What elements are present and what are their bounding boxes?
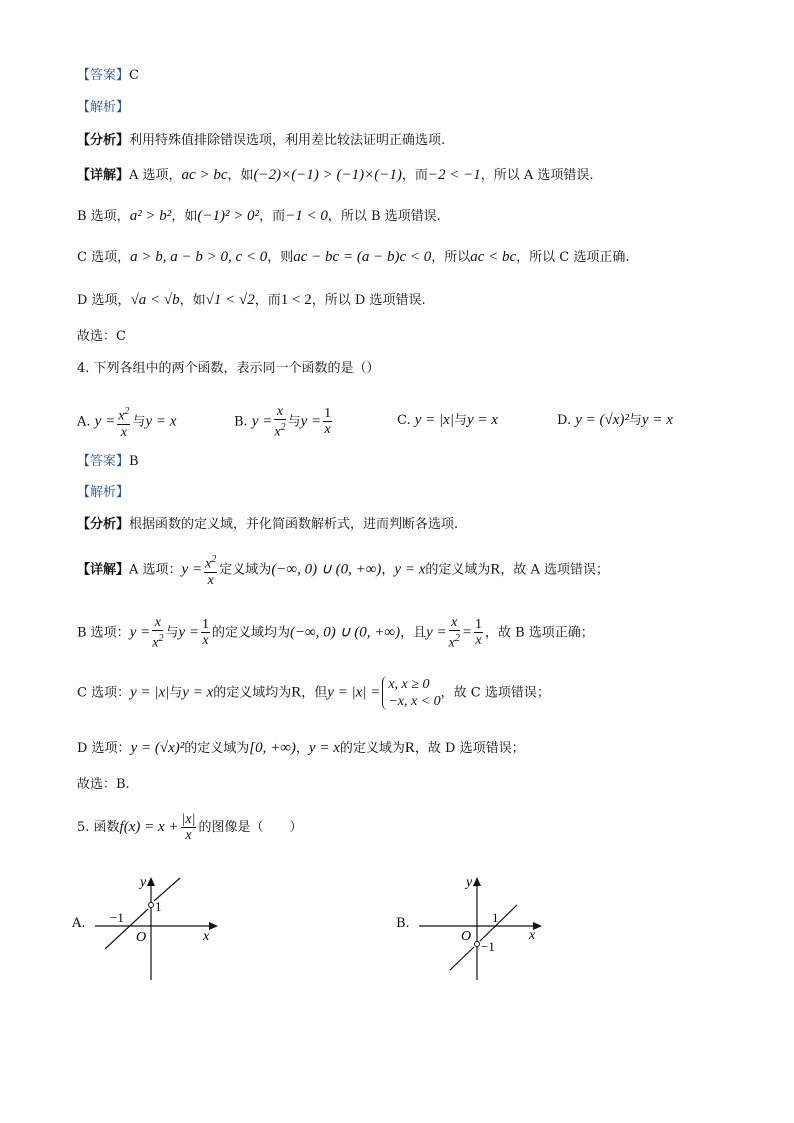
detail-c-expr2: y = x xyxy=(182,684,214,701)
detail-d-text3: 的定义域为 xyxy=(339,741,405,756)
option-c-label: C. xyxy=(397,413,411,428)
option-b-frac2: $\frac{1}{x}$ xyxy=(324,406,332,438)
q5-stem-pre: 5. 函数 xyxy=(77,820,120,835)
graph-b-x-label: x xyxy=(529,928,536,943)
q4-choose xyxy=(77,775,130,795)
graph-a xyxy=(90,870,230,985)
detail-a-end: ，所以 A 选项错误. xyxy=(480,168,594,183)
detail-c-label: C 选项， xyxy=(77,250,131,265)
detail-c-label: C 选项： xyxy=(77,685,131,701)
detail-d-label: D 选项： xyxy=(77,741,131,756)
detail-d-expr2: y = x xyxy=(308,740,340,756)
graph-b-mark-down: −1 xyxy=(481,939,495,954)
option-b xyxy=(234,404,334,440)
detail-a-example: (−2)×(−1) > (−1)×(−1) xyxy=(253,167,402,183)
detail-c-expr: y = |x| xyxy=(130,684,170,701)
detail-a-end: ，故 A 选项错误； xyxy=(500,562,610,578)
detail-c-mid: ，则 xyxy=(267,250,294,265)
detail-a-mid: ，而 xyxy=(401,168,428,183)
answer-tag: 【答案】 xyxy=(77,454,130,469)
fenxi-text: 利用特殊值排除错误选项，利用差比较法证明正确选项. xyxy=(129,133,446,148)
graph-a-mark-left: −1 xyxy=(110,910,124,925)
q5-stem-post: 的图像是（ ） xyxy=(198,820,303,835)
graph-a-right-ray xyxy=(154,878,180,901)
detail-c-end: ，故 C 选项错误； xyxy=(440,685,550,701)
q3-fenxi-line xyxy=(77,131,445,151)
detail-d-text1: 的定义域为 xyxy=(184,741,250,756)
q3-analysis-line xyxy=(77,98,129,118)
option-a xyxy=(77,404,176,440)
option-d xyxy=(557,410,673,431)
option-d-with: 与 xyxy=(628,413,642,428)
detail-d-expr: y = (√x)² xyxy=(130,740,185,756)
detail-b-frac2: $\frac{1}{x}$ xyxy=(201,617,209,649)
detail-c-end: ，所以 C 选项正确. xyxy=(516,250,630,265)
q4-answer-line xyxy=(77,452,139,472)
option-d-expr: y = (√x)² xyxy=(575,412,629,428)
q3-detail-d xyxy=(77,290,426,311)
detail-b-label: B 选项， xyxy=(77,209,130,224)
graph-b-y-label: y xyxy=(466,875,473,890)
graph-b-label: B. xyxy=(396,916,410,931)
detail-d-mid: ，而 xyxy=(254,293,281,308)
q3-detail-b xyxy=(77,206,441,227)
detail-tag: 【详解】 xyxy=(77,168,130,183)
detail-a-expr: y = x xyxy=(394,561,426,578)
detail-b-mid: ，而 xyxy=(259,209,286,224)
answer-tag: 【答案】 xyxy=(77,68,130,83)
detail-b-frac4: $\frac{1}{x}$ xyxy=(474,617,482,649)
option-c-expr: y = |x| xyxy=(414,412,454,428)
option-b-y2: y = xyxy=(300,413,322,430)
option-a-y: y = xyxy=(94,413,116,430)
q4-options xyxy=(77,398,717,438)
detail-b-domain: (−∞, 0) ∪ (0, +∞) xyxy=(290,624,401,641)
option-d-label: D. xyxy=(557,413,572,428)
fenxi-text: 根据函数的定义域，并化简函数解析式，进而判断各选项. xyxy=(129,517,459,532)
graph-a-mark-up: 1 xyxy=(155,899,162,914)
detail-b-example: (−1)² > 0² xyxy=(197,208,260,224)
detail-d-example: √1 < √2 xyxy=(205,292,255,308)
detail-d-cond: √a < √b xyxy=(130,292,180,308)
graph-b-mark-right: 1 xyxy=(492,910,499,925)
detail-a-text3: 的定义域为 xyxy=(425,562,491,578)
graph-a-x-arrow xyxy=(209,922,218,930)
detail-c-expr3: y = |x| = xyxy=(327,684,381,701)
option-c-with: 与 xyxy=(453,413,467,428)
detail-a-label: A 选项： xyxy=(129,562,182,578)
detail-d-label: D 选项， xyxy=(77,293,131,308)
graph-a-x-label: x xyxy=(203,929,210,944)
q4-detail-a xyxy=(77,552,609,592)
q4-stem xyxy=(77,359,380,379)
detail-b-y2: y = xyxy=(178,624,199,641)
detail-a-ineq: −2 < −1 xyxy=(427,167,481,183)
analysis-tag: 【解析】 xyxy=(77,485,130,500)
detail-c-text1: 的定义域均为 xyxy=(213,685,292,701)
detail-a-example-pre: ，如 xyxy=(227,168,254,183)
detail-a-frac: $\frac{x^2}{x}$ xyxy=(205,554,217,588)
graph-a-y-arrow xyxy=(147,877,155,886)
detail-a-r: R xyxy=(490,561,501,578)
detail-c-cond: a > b, a − b > 0, c < 0 xyxy=(130,249,268,265)
q5-stem xyxy=(77,812,302,852)
detail-b-frac1: $\frac{x}{x^2}$ xyxy=(152,615,164,651)
detail-tag: 【详解】 xyxy=(77,562,130,578)
option-b-with: 与 xyxy=(287,414,301,430)
graph-b-left-ray xyxy=(450,947,474,970)
detail-b-y3: y = xyxy=(426,624,447,641)
detail-b-y: y = xyxy=(129,624,151,641)
detail-d-end: ，所以 D 选项错误. xyxy=(311,293,426,308)
detail-d-text2: ， xyxy=(295,741,309,756)
option-c xyxy=(397,410,498,431)
detail-b-with: 与 xyxy=(165,625,179,641)
detail-d-r: R xyxy=(404,740,415,756)
q3-choose xyxy=(77,327,126,347)
graph-a-hollow-point xyxy=(149,903,154,908)
option-b-frac1: $\frac{x}{x^2}$ xyxy=(274,404,286,440)
graph-a-y-label: y xyxy=(140,875,147,890)
answer-value: C xyxy=(129,68,139,83)
q3-detail-a xyxy=(77,165,594,186)
q4-analysis-line xyxy=(77,483,129,503)
detail-c-with: 与 xyxy=(169,685,183,701)
option-a-y2: y = x xyxy=(145,413,177,430)
q4-detail-d xyxy=(77,738,525,759)
detail-a-text1: 定义域为 xyxy=(219,562,272,578)
q3-answer-line xyxy=(77,66,139,86)
option-c-expr2: y = x xyxy=(466,412,498,428)
detail-c-expr: ac − bc = (a − b)c < 0 xyxy=(293,249,432,265)
detail-b-text2: ，且 xyxy=(400,625,427,641)
detail-a-label: A 选项， xyxy=(129,168,182,183)
graph-b xyxy=(414,870,554,985)
detail-c-text2: ，但 xyxy=(301,685,328,701)
detail-c-ineq: ac < bc xyxy=(470,249,517,265)
detail-a-cond: ac > bc xyxy=(181,167,228,183)
detail-b-eq: = xyxy=(461,624,472,641)
option-a-label: A. xyxy=(77,414,91,430)
fenxi-tag: 【分析】 xyxy=(77,517,130,532)
detail-b-end: ，故 B 选项正确； xyxy=(484,625,594,641)
option-b-y: y = xyxy=(251,413,273,430)
q5-stem-func: f(x) = x + xyxy=(119,819,179,835)
answer-value: B xyxy=(129,454,139,469)
detail-d-example-pre: ，如 xyxy=(179,293,206,308)
detail-b-cond: a² > b² xyxy=(129,208,172,224)
q4-detail-c xyxy=(77,676,550,716)
detail-b-frac3: $\frac{x}{x^2}$ xyxy=(448,615,460,651)
detail-d-end: ，故 D 选项错误； xyxy=(414,741,525,756)
option-a-frac: $\frac{x^2}{x}$ xyxy=(118,406,130,440)
detail-a-text2: ， xyxy=(381,562,395,578)
q4-fenxi-line xyxy=(77,515,458,535)
detail-b-label: B 选项： xyxy=(77,625,130,641)
detail-b-ineq: −1 < 0 xyxy=(285,208,328,224)
option-d-expr2: y = x xyxy=(641,412,673,428)
q3-detail-c xyxy=(77,247,630,268)
graph-a-label: A. xyxy=(72,916,86,931)
graph-b-origin: O xyxy=(461,929,472,944)
question-stem: 4. 下列各组中的两个函数，表示同一个函数的是（） xyxy=(77,361,380,376)
graph-a-origin: O xyxy=(136,930,147,945)
fenxi-tag: 【分析】 xyxy=(77,133,130,148)
graph-b-right-ray xyxy=(480,905,517,941)
option-a-with: 与 xyxy=(132,414,146,430)
detail-c-mid2: ，所以 xyxy=(431,250,471,265)
detail-c-case2: −x, x < 0 xyxy=(388,694,441,709)
analysis-tag: 【解析】 xyxy=(77,100,130,115)
detail-c-case1: x, x ≥ 0 xyxy=(388,677,430,692)
detail-b-example-pre: ，如 xyxy=(171,209,198,224)
detail-a-domain: (−∞, 0) ∪ (0, +∞) xyxy=(271,561,382,578)
detail-d-domain: [0, +∞) xyxy=(249,740,296,756)
graph-b-y-arrow xyxy=(473,877,481,886)
detail-c-cases xyxy=(382,676,440,710)
option-b-label: B. xyxy=(234,414,248,430)
choose-text: 故选：B. xyxy=(77,777,130,792)
graph-b-hollow-point xyxy=(475,942,480,947)
detail-b-text1: 的定义域均为 xyxy=(211,625,290,641)
detail-d-ineq: 1 < 2 xyxy=(280,292,312,308)
choose-text: 故选：C xyxy=(77,329,126,344)
detail-b-end: ，所以 B 选项错误. xyxy=(327,209,441,224)
detail-a-y: y = xyxy=(181,561,203,578)
detail-c-r: R xyxy=(291,684,302,701)
q5-frac: $\frac{|x|}{x}$ xyxy=(181,812,196,843)
q4-detail-b xyxy=(77,615,594,655)
